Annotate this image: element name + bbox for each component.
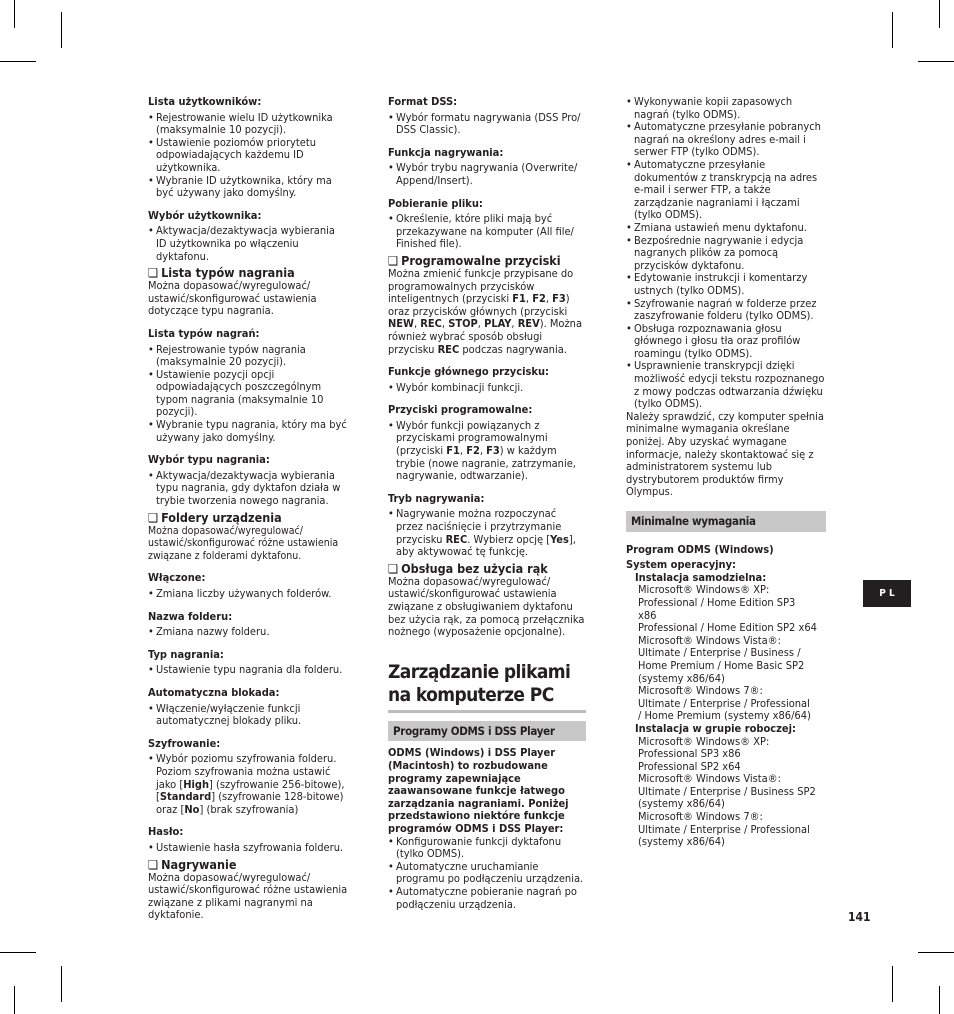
- list-item: • Usprawnienie transkrypcji dzięki możliwość edycji tekstu rozpoznanego z mowy podczas odtwarzania dźwięku (tylko ODMS).: [626, 360, 826, 410]
- list-item: • Wybór kombinacji funkcji.: [388, 382, 586, 395]
- page-number: 141: [848, 910, 871, 924]
- requirement-line: Microsoft® Windows 7®:: [638, 810, 763, 824]
- list-item: [388, 420, 586, 483]
- section-title-text: Foldery urządzenia: [161, 509, 282, 525]
- list-folder-name: [148, 626, 348, 639]
- column-1: [148, 96, 348, 922]
- list-item: • Automatyczne pobieranie nagrań po podłączeniu urządzenia.: [388, 886, 586, 911]
- requirement-line: Professional / Home Edition SP2 x64: [638, 621, 817, 635]
- text: Nagrywanie można rozpoczynać przez naciśnięcie i przytrzymanie przycisku: [396, 507, 562, 546]
- section-band: Programy ODMS i DSS Player: [388, 721, 586, 742]
- heading-password: Hasło:: [148, 825, 184, 839]
- text: ] (szyfrowanie 256-bitowe), [: [156, 777, 345, 804]
- heading-autolock: Automatyczna blokada:: [148, 685, 280, 699]
- crop-mark: [0, 952, 36, 953]
- text: ,: [479, 444, 487, 458]
- column-3: [626, 96, 826, 849]
- list-password: [148, 842, 348, 855]
- key-rec: REC: [437, 342, 460, 356]
- key-rec: REC: [420, 317, 442, 331]
- section-band: Minimalne wymagania: [626, 511, 826, 532]
- text: ) w każdym trybie (nowe nagranie, zatrzymanie, nagrywanie, odtwarzanie).: [396, 444, 576, 483]
- requirement-line: Home Premium / Home Basic SP2: [638, 658, 805, 672]
- checkbox-bullet-icon: ❑: [388, 560, 399, 576]
- key-f3: F3: [486, 444, 500, 458]
- heading-standalone: Instalacja samodzielna:: [635, 570, 767, 584]
- requirement-line: Microsoft® Windows® XP:: [638, 734, 770, 748]
- crop-mark: [14, 986, 15, 1014]
- list-item: • Wybranie typu nagrania, który ma być używany jako domyślny.: [148, 419, 348, 444]
- crop-mark: [892, 12, 893, 48]
- list-workgroup: [626, 736, 826, 849]
- requirement-line: Ultimate / Enterprise / Business SP2: [638, 784, 816, 798]
- language-tab: P L: [863, 580, 911, 607]
- list-main-func: [388, 382, 586, 395]
- section-text: Można dopasować/wyregulować/ ustawić/skonfigurować różne ustawienia związane z folderami dyktafonu.: [148, 524, 339, 562]
- list-item: • Aktywacja/dezaktywacja wybierania typu nagrania, gdy dyktafon działa w trybie tworzenia nowego nagrania.: [148, 470, 348, 508]
- list-item: • Edytowanie instrukcji i komentarzy ustnych (tylko ODMS).: [626, 272, 826, 297]
- text: podczas nagrywania.: [459, 342, 567, 356]
- requirement-line: Ultimate / Enterprise / Professional: [638, 696, 810, 710]
- heading-rec-func: Funkcja nagrywania:: [388, 145, 504, 159]
- heading-main-func: Funkcje głównego przycisku:: [388, 365, 549, 379]
- heading-enabled: Włączone:: [148, 571, 206, 585]
- requirement-line: / Home Premium (systemy x86/64): [638, 709, 811, 723]
- text: Można zmienić funkcje przypisane do programowalnych przycisków inteligentnych (przyciski: [388, 266, 574, 306]
- text: ,: [441, 317, 449, 331]
- list-item: • Szyfrowanie nagrań w folderze przez zaszyfrowanie folderu (tylko ODMS).: [626, 298, 826, 323]
- section-title-text: Lista typów nagrania: [161, 265, 295, 281]
- key-play: PLAY: [484, 317, 512, 331]
- note-text: Należy sprawdzić, czy komputer spełnia minimalne wymagania określane poniżej. Aby uzyskać wymagane informacje, należy skontaktować się z administratorem systemu lub dystrybutorem produktów firmy Olympus.: [626, 409, 824, 499]
- crop-mark: [61, 12, 62, 48]
- requirement-line: Microsoft® Windows Vista®:: [638, 772, 781, 786]
- list-enabled: [148, 588, 348, 601]
- text: ,: [525, 292, 533, 306]
- requirement-line: Professional / Home Edition SP3: [638, 595, 796, 609]
- requirement-line: x86: [638, 608, 657, 622]
- key-f2: F2: [532, 292, 546, 306]
- crop-mark: [0, 61, 36, 62]
- text: ] (szyfrowanie 128-bitowe) oraz [: [156, 790, 344, 816]
- heading-prog-btn: Przyciski programowalne:: [388, 403, 533, 417]
- text: Wybór funkcji powiązanych z przyciskami programowalnymi (przyciski: [396, 418, 548, 458]
- column-2: [388, 96, 586, 911]
- crop-mark: [61, 966, 62, 1002]
- text: Wybór poziomu szyfrowania folderu. Poziom szyfrowania można ustawić jako [: [156, 752, 337, 791]
- option-no: No: [184, 802, 200, 816]
- requirement-line: Professional SP2 x64: [638, 759, 741, 773]
- list-item: • Ustawienie typu nagrania dla folderu.: [148, 664, 348, 677]
- text: . Wybierz opcję [: [467, 532, 551, 546]
- key-f3: F3: [552, 292, 566, 306]
- list-item: [388, 508, 586, 558]
- key-f2: F2: [466, 444, 480, 458]
- list-encrypt: [148, 753, 348, 816]
- requirement-line: Ultimate / Enterprise / Professional: [638, 822, 810, 836]
- text: ,: [511, 317, 518, 331]
- text: ). Można również wybrać sposób obsługi przycisku: [388, 317, 583, 356]
- list-dss-format: [388, 112, 586, 137]
- option-yes: Yes: [550, 532, 569, 546]
- section-text: [388, 268, 586, 356]
- list-item: • Ustawienie pozycji opcji odpowiadających poszczególnym typom nagrania (maksymalnie 10 pozycji).: [148, 369, 348, 419]
- requirement-line: Microsoft® Windows Vista®:: [638, 633, 781, 647]
- list-user-select: [148, 225, 348, 263]
- list-features: [388, 836, 586, 912]
- section-title-text: Nagrywanie: [161, 856, 237, 872]
- crop-mark: [14, 0, 15, 28]
- heading-type-list: Lista typów nagrań:: [148, 326, 260, 340]
- list-item: • Ustawienie hasła szyfrowania folderu.: [148, 842, 348, 855]
- key-f1: F1: [446, 444, 460, 458]
- text: ,: [545, 292, 553, 306]
- crop-mark: [939, 986, 940, 1014]
- heading-user-select: Wybór użytkownika:: [148, 208, 262, 222]
- key-rec: REC: [445, 532, 468, 546]
- checkbox-bullet-icon: ❑: [388, 252, 399, 268]
- list-item: [148, 753, 348, 816]
- requirement-line: (systemy x86/64): [638, 797, 725, 811]
- section-text: Można dopasować/wyregulować/ ustawić/skonfigurować ustawienia związane z obsługiwaniem dyktafonu bez użycia rąk, za pomocą przełącznika nożnego (wyposażenie opcjonalne).: [388, 574, 585, 639]
- section-title-recording: [148, 858, 348, 872]
- list-prog-btn: [388, 420, 586, 483]
- section-title-types: [148, 266, 348, 280]
- list-user-list: [148, 112, 348, 200]
- heading-rec-type: Typ nagrania:: [148, 647, 224, 661]
- list-item: • Aktywacja/dezaktywacja wybierania ID użytkownika po włączeniu dyktafonu.: [148, 225, 348, 263]
- text: ) oraz przycisków głównych (przyciski: [388, 292, 570, 318]
- list-item: • Automatyczne przesyłanie dokumentów z transkrypcją na adres e-mail i serwer FTP, a także zarządzanie nagraniami i łączami (tylko ODMS).: [626, 159, 826, 222]
- key-rev: REV: [517, 317, 540, 331]
- section-title-text: Obsługa bez użycia rąk: [401, 560, 548, 576]
- requirement-line: (systemy x86/64): [638, 835, 725, 849]
- text: ,: [459, 444, 467, 458]
- list-item: • Zmiana ustawień menu dyktafonu.: [626, 222, 826, 235]
- list-rec-mode: [388, 508, 586, 558]
- list-rec-func: [388, 162, 586, 187]
- key-stop: STOP: [448, 317, 478, 331]
- list-rec-type: [148, 664, 348, 677]
- list-item: • Zmiana liczby używanych folderów.: [148, 588, 348, 601]
- requirement-line: (systemy x86/64): [638, 671, 725, 685]
- text: ,: [413, 317, 421, 331]
- list-features: [626, 96, 826, 411]
- list-standalone: [626, 584, 826, 723]
- list-item: • Włączenie/wyłączenie funkcji automatycznej blokady pliku.: [148, 703, 348, 728]
- section-title-prog: [388, 254, 586, 268]
- heading-os: System operacyjny:: [626, 558, 736, 572]
- chapter-title: Zarządzanie plikami na komputerze PC: [388, 661, 586, 713]
- list-item: • Wybranie ID użytkownika, który ma być używany jako domyślny.: [148, 175, 348, 200]
- list-item: • Zmiana nazwy folderu.: [148, 626, 348, 639]
- list-item: • Ustawienie poziomów priorytetu odpowiadających każdemu ID użytkownika.: [148, 137, 348, 175]
- list-item: • Bezpośrednie nagrywanie i edycja nagranych plików za pomocą przycisków dyktafonu.: [626, 235, 826, 273]
- checkbox-bullet-icon: ❑: [148, 509, 159, 525]
- heading-dss-format: Format DSS:: [388, 95, 458, 108]
- section-title-handsfree: [388, 562, 586, 576]
- checkbox-bullet-icon: ❑: [148, 265, 159, 281]
- list-item: • Automatyczne przesyłanie pobranych nagrań na określony adres e-mail i serwer FTP (tylko ODMS).: [626, 121, 826, 159]
- key-f1: F1: [512, 292, 526, 306]
- section-title-text: Programowalne przyciski: [401, 252, 561, 268]
- requirement-line: Microsoft® Windows® XP:: [638, 583, 770, 597]
- requirement-line: Professional SP3 x86: [638, 747, 741, 761]
- intro-text: ODMS (Windows) i DSS Player (Macintosh) to rozbudowane programy zapewniające zaawansowane funkcje łatwego zarządzania nagraniami. Poniżej przedstawiono niektóre funkcje programów ODMS i DSS Player:: [388, 746, 569, 835]
- list-type-select: [148, 470, 348, 508]
- heading-download: Pobieranie pliku:: [388, 196, 483, 210]
- list-item: • Automatyczne uruchamianie programu po podłączeniu urządzenia.: [388, 861, 586, 886]
- text: ,: [477, 317, 485, 331]
- list-item: • Rejestrowanie wielu ID użytkownika (maksymalnie 10 pozycji).: [148, 112, 348, 137]
- list-item: • Wybór trybu nagrywania (Overwrite/ Append/Insert).: [388, 162, 586, 187]
- option-standard: Standard: [159, 790, 212, 804]
- list-item: • Obsługa rozpoznawania głosu głównego i głosu tła oraz profilów roamingu (tylko ODMS).: [626, 323, 826, 361]
- list-item: • Konfigurowanie funkcji dyktafonu (tylko ODMS).: [388, 836, 586, 861]
- text: ] (brak szyfrowania): [199, 802, 299, 816]
- heading-workgroup: Instalacja w grupie roboczej:: [635, 721, 796, 735]
- list-type-list: [148, 344, 348, 445]
- list-item: • Wykonywanie kopii zapasowych nagrań (tylko ODMS).: [626, 96, 826, 121]
- list-item: • Rejestrowanie typów nagrania (maksymalnie 20 pozycji).: [148, 344, 348, 369]
- option-high: High: [183, 777, 210, 791]
- requirement-line: Ultimate / Enterprise / Business /: [638, 646, 801, 660]
- crop-mark: [892, 966, 893, 1002]
- section-text: Można dopasować/wyregulować/ ustawić/skonfigurować ustawienia dotyczące typu nagrania.: [148, 279, 317, 318]
- heading-encrypt: Szyfrowanie:: [148, 736, 221, 750]
- section-title-folders: [148, 511, 348, 525]
- crop-mark: [939, 0, 940, 28]
- text: ], aby aktywować tę funkcję.: [396, 532, 576, 559]
- crop-mark: [918, 61, 954, 62]
- requirement-line: Microsoft® Windows 7®:: [638, 684, 763, 698]
- heading-rec-mode: Tryb nagrywania:: [388, 491, 485, 505]
- list-item: • Określenie, które pliki mają być przekazywane na komputer (All file/ Finished file).: [388, 213, 586, 251]
- heading-program: Program ODMS (Windows): [626, 542, 774, 556]
- list-download: [388, 213, 586, 251]
- heading-folder-name: Nazwa folderu:: [148, 609, 233, 623]
- heading-type-select: Wybór typu nagrania:: [148, 453, 270, 467]
- checkbox-bullet-icon: ❑: [148, 856, 159, 872]
- list-item: • Wybór formatu nagrywania (DSS Pro/ DSS Classic).: [388, 112, 586, 137]
- key-new: NEW: [388, 317, 414, 331]
- heading-user-list: Lista użytkowników:: [148, 95, 262, 108]
- list-autolock: [148, 703, 348, 728]
- section-text: Można dopasować/wyregulować/ ustawić/skonfigurować różne ustawienia związane z plikami nagranymi na dyktafonie.: [148, 870, 348, 922]
- crop-mark: [918, 952, 954, 953]
